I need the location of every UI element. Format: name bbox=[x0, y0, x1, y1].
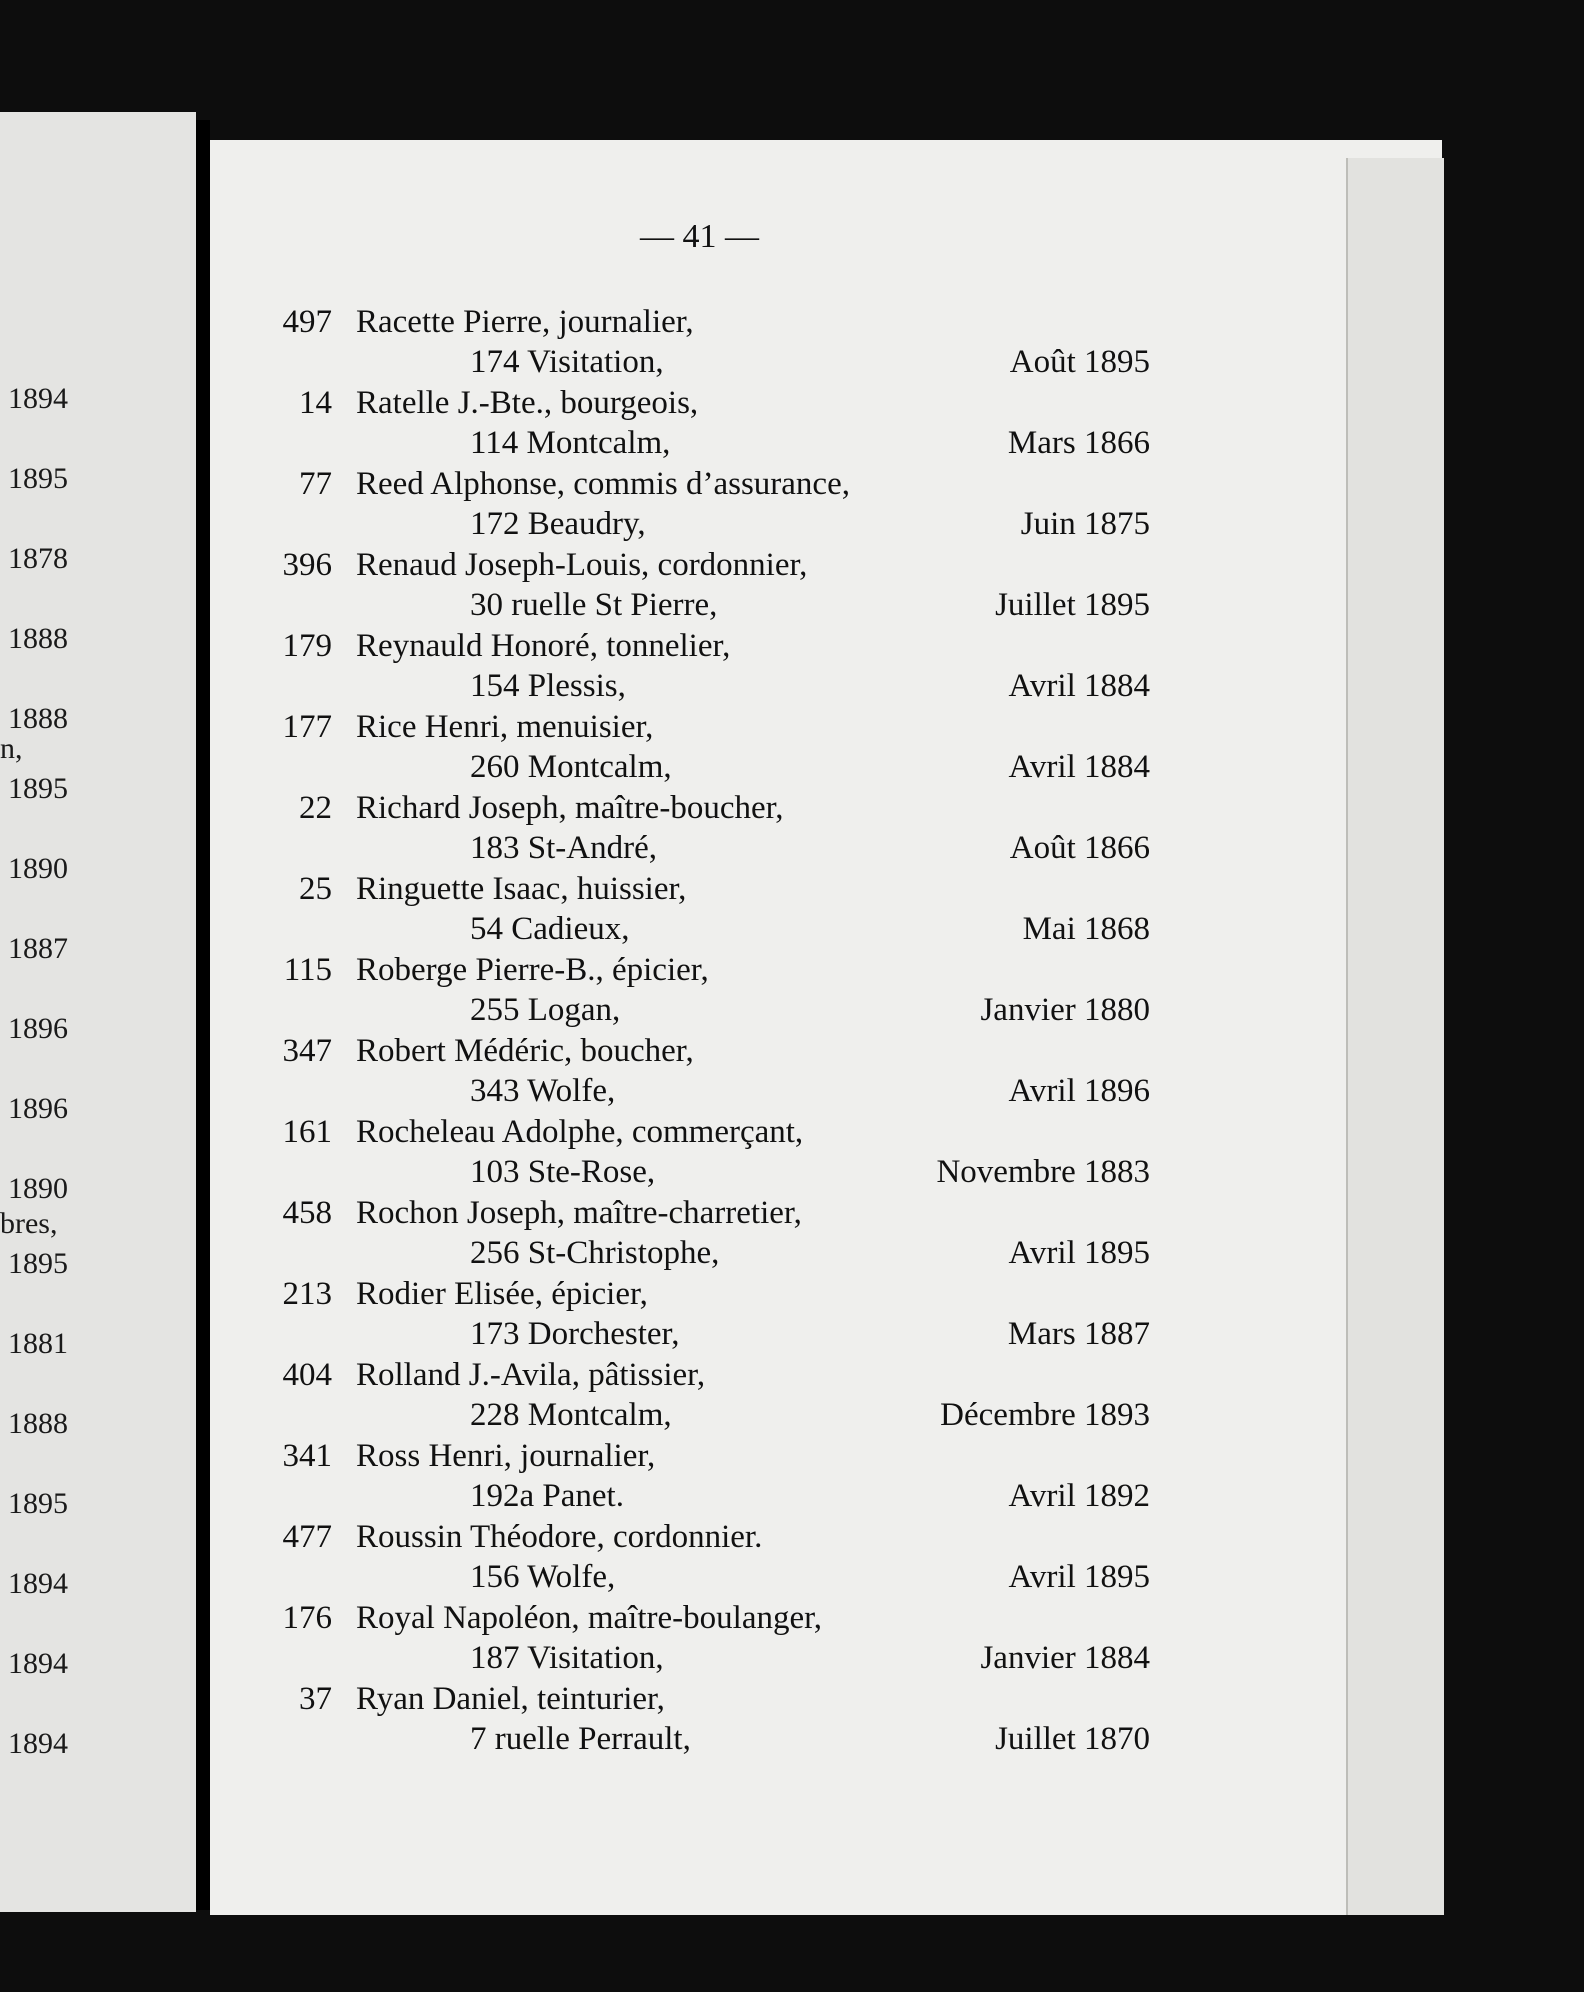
directory-entry bbox=[0, 1357, 1584, 1437]
entry-name: Roussin Théodore, cordonnier. bbox=[356, 1519, 763, 1555]
entry-date: Juillet 1870 bbox=[995, 1721, 1150, 1757]
directory-entry bbox=[0, 952, 1584, 1032]
entry-address: 174 Visitation, bbox=[470, 344, 664, 380]
left-year: 1890 bbox=[8, 852, 68, 885]
entry-name: Royal Napoléon, maître-boulanger, bbox=[356, 1600, 823, 1636]
left-fragment: bres, bbox=[0, 1207, 58, 1240]
entry-address: 54 Cadieux, bbox=[470, 911, 630, 947]
entry-address: 228 Montcalm, bbox=[470, 1397, 672, 1433]
left-year: 1878 bbox=[8, 542, 68, 575]
entry-name: Ringuette Isaac, huissier, bbox=[356, 871, 687, 907]
entry-name: Roberge Pierre-B., épicier, bbox=[356, 952, 709, 988]
entry-date: Mars 1866 bbox=[1007, 425, 1150, 461]
entry-number: 404 bbox=[282, 1357, 332, 1393]
entry-name: Rodier Elisée, épicier, bbox=[356, 1276, 648, 1312]
entry-number: 177 bbox=[282, 709, 332, 745]
left-year: 1887 bbox=[8, 932, 68, 965]
entry-name: Racette Pierre, journalier, bbox=[356, 304, 694, 340]
entry-date: Janvier 1880 bbox=[980, 992, 1150, 1028]
entry-date: Novembre 1883 bbox=[936, 1154, 1150, 1190]
directory-entry bbox=[0, 709, 1584, 789]
entry-number: 25 bbox=[299, 871, 332, 907]
directory-entry bbox=[0, 304, 1584, 384]
entry-number: 14 bbox=[299, 385, 332, 421]
entry-address: 256 St-Christophe, bbox=[470, 1235, 720, 1271]
entry-date: Mars 1887 bbox=[1007, 1316, 1150, 1352]
entry-address: 103 Ste-Rose, bbox=[470, 1154, 656, 1190]
entry-date: Juillet 1895 bbox=[995, 587, 1150, 623]
entry-address: 114 Montcalm, bbox=[470, 425, 671, 461]
directory-entry bbox=[0, 871, 1584, 951]
entry-date: Avril 1896 bbox=[1008, 1073, 1150, 1109]
directory-entry bbox=[0, 466, 1584, 546]
left-year: 1895 bbox=[8, 772, 68, 805]
directory-entry bbox=[0, 1114, 1584, 1194]
entry-number: 22 bbox=[299, 790, 332, 826]
left-year: 1895 bbox=[8, 1487, 68, 1520]
directory-entry bbox=[0, 1681, 1584, 1761]
entry-date: Avril 1884 bbox=[1008, 749, 1150, 785]
left-fragment: n, bbox=[0, 732, 23, 765]
directory-entry bbox=[0, 547, 1584, 627]
entry-name: Ross Henri, journalier, bbox=[356, 1438, 656, 1474]
left-year: 1896 bbox=[8, 1092, 68, 1125]
entry-name: Renaud Joseph-Louis, cordonnier, bbox=[356, 547, 808, 583]
entry-number: 179 bbox=[282, 628, 332, 664]
entry-name: Reed Alphonse, commis d’assurance, bbox=[356, 466, 850, 502]
entry-number: 341 bbox=[282, 1438, 332, 1474]
entry-address: 154 Plessis, bbox=[470, 668, 626, 704]
entry-address: 156 Wolfe, bbox=[470, 1559, 616, 1595]
entry-name: Ratelle J.-Bte., bourgeois, bbox=[356, 385, 699, 421]
directory-entry bbox=[0, 790, 1584, 870]
entry-name: Rolland J.-Avila, pâtissier, bbox=[356, 1357, 706, 1393]
directory-entry bbox=[0, 1195, 1584, 1275]
directory-entry bbox=[0, 385, 1584, 465]
directory-entry bbox=[0, 628, 1584, 708]
directory-entry bbox=[0, 1276, 1584, 1356]
entry-date: Avril 1895 bbox=[1008, 1235, 1150, 1271]
entry-name: Rochon Joseph, maître-charretier, bbox=[356, 1195, 802, 1231]
left-year: 1894 bbox=[8, 1567, 68, 1600]
left-year: 1894 bbox=[8, 382, 68, 415]
entry-name: Rice Henri, menuisier, bbox=[356, 709, 654, 745]
entry-number: 176 bbox=[282, 1600, 332, 1636]
entry-address: 255 Logan, bbox=[470, 992, 621, 1028]
directory-entry bbox=[0, 1600, 1584, 1680]
left-year: 1895 bbox=[8, 462, 68, 495]
entry-number: 77 bbox=[299, 466, 332, 502]
entry-date: Avril 1884 bbox=[1008, 668, 1150, 704]
entry-number: 458 bbox=[282, 1195, 332, 1231]
entry-name: Robert Médéric, boucher, bbox=[356, 1033, 694, 1069]
entry-address: 183 St-André, bbox=[470, 830, 657, 866]
entry-date: Décembre 1893 bbox=[940, 1397, 1150, 1433]
entry-name: Ryan Daniel, teinturier, bbox=[356, 1681, 665, 1717]
entry-address: 260 Montcalm, bbox=[470, 749, 672, 785]
directory-entry bbox=[0, 1033, 1584, 1113]
left-year: 1894 bbox=[8, 1727, 68, 1760]
entry-name: Richard Joseph, maître-boucher, bbox=[356, 790, 784, 826]
entry-date: Avril 1895 bbox=[1008, 1559, 1150, 1595]
directory-entry bbox=[0, 1438, 1584, 1518]
entry-date: Mai 1868 bbox=[1022, 911, 1150, 947]
entry-address: 173 Dorchester, bbox=[470, 1316, 680, 1352]
entry-number: 115 bbox=[283, 952, 332, 988]
left-year: 1894 bbox=[8, 1647, 68, 1680]
entry-number: 347 bbox=[282, 1033, 332, 1069]
left-year: 1888 bbox=[8, 702, 68, 735]
entry-address: 172 Beaudry, bbox=[470, 506, 646, 542]
entry-number: 477 bbox=[282, 1519, 332, 1555]
page-number: — 41 — bbox=[640, 218, 759, 255]
left-year: 1881 bbox=[8, 1327, 68, 1360]
entry-date: Août 1866 bbox=[1009, 830, 1150, 866]
entry-date: Janvier 1884 bbox=[980, 1640, 1150, 1676]
entry-name: Reynauld Honoré, tonnelier, bbox=[356, 628, 731, 664]
entry-name: Rocheleau Adolphe, commerçant, bbox=[356, 1114, 804, 1150]
entry-number: 497 bbox=[282, 304, 332, 340]
entry-address: 7 ruelle Perrault, bbox=[470, 1721, 691, 1757]
entry-number: 161 bbox=[282, 1114, 332, 1150]
entry-address: 192a Panet. bbox=[470, 1478, 624, 1514]
entry-number: 213 bbox=[282, 1276, 332, 1312]
left-year: 1896 bbox=[8, 1012, 68, 1045]
left-year: 1888 bbox=[8, 622, 68, 655]
entry-number: 396 bbox=[282, 547, 332, 583]
entry-address: 187 Visitation, bbox=[470, 1640, 664, 1676]
entry-date: Juin 1875 bbox=[1020, 506, 1150, 542]
entry-number: 37 bbox=[299, 1681, 332, 1717]
entry-date: Avril 1892 bbox=[1008, 1478, 1150, 1514]
directory-entry bbox=[0, 1519, 1584, 1599]
entry-address: 343 Wolfe, bbox=[470, 1073, 616, 1109]
left-year: 1888 bbox=[8, 1407, 68, 1440]
left-year: 1895 bbox=[8, 1247, 68, 1280]
entry-date: Août 1895 bbox=[1009, 344, 1150, 380]
left-year: 1890 bbox=[8, 1172, 68, 1205]
entry-address: 30 ruelle St Pierre, bbox=[470, 587, 718, 623]
